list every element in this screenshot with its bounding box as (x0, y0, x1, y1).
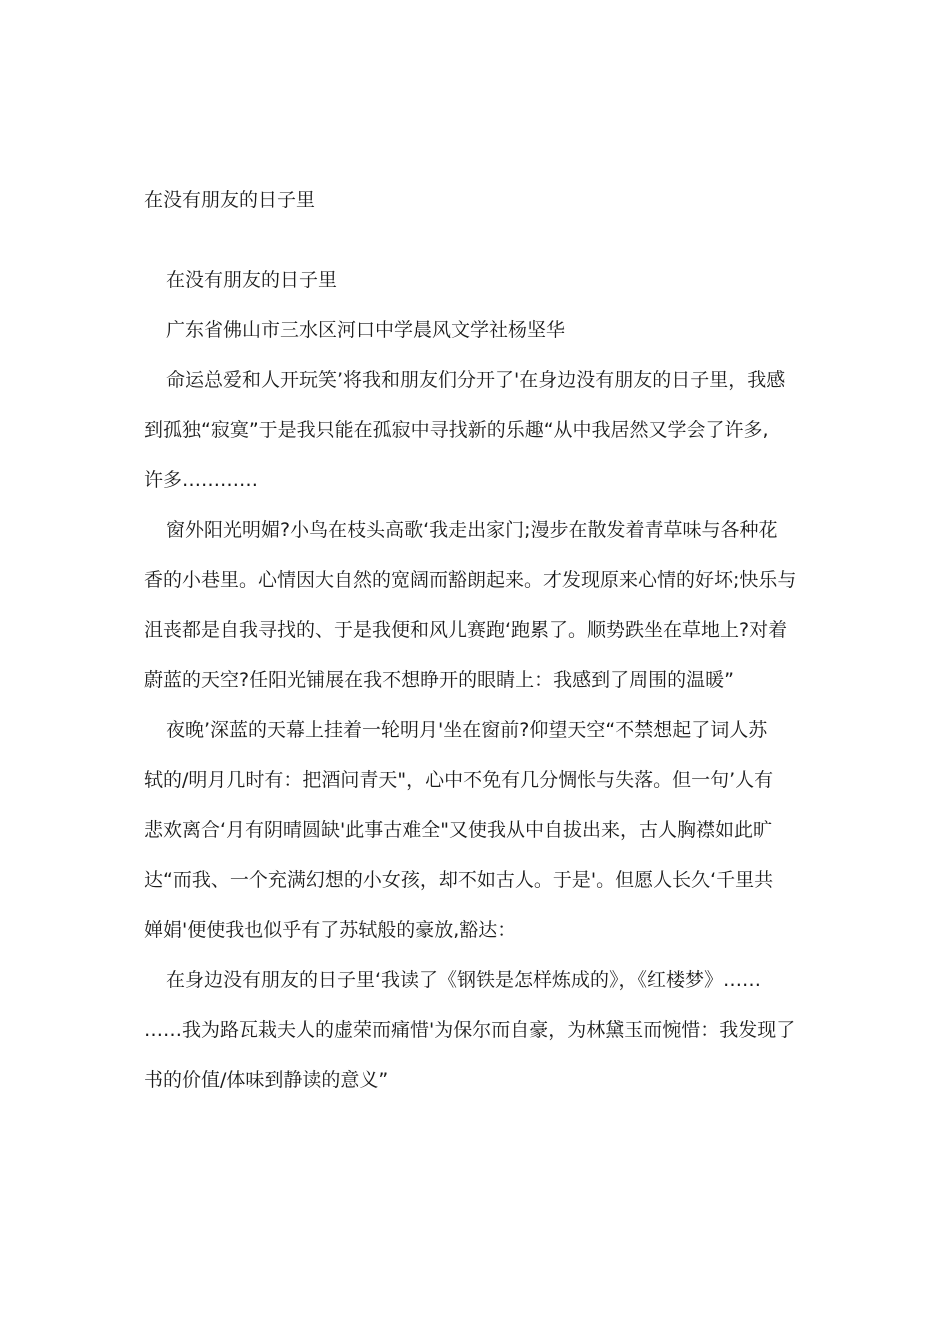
paragraph-1-line-1: 命运总爱和人开玩笑’将我和朋友们分开了'在身边没有朋友的日子里，我感 (166, 369, 786, 391)
document-body (144, 255, 810, 1105)
paragraph-4-line-1: 在身边没有朋友的日子里‘我读了《钢铁是怎样炼成的》，《红楼梦》…… (166, 969, 762, 991)
article-title: 在没有朋友的日子里 (166, 269, 338, 291)
document-title: 在没有朋友的日子里 (144, 189, 316, 211)
paragraph-3-line-1: 夜晚’深蓝的天幕上挂着一轮明月'坐在窗前?仰望天空“不禁想起了词人苏 (166, 719, 768, 741)
paragraph-1-line-3: 许多………… (144, 469, 259, 491)
paragraph-4-line-3: 书的价值/体味到静读的意义” (144, 1069, 389, 1091)
paragraph-1-line-2: 到孤独“寂寞”于是我只能在孤寂中寻找新的乐趣“从中我居然又学会了许多, (144, 419, 769, 441)
paragraph-3-line-5: 婵娟'便使我也似乎有了苏轼般的豪放,豁达： (144, 919, 517, 941)
paragraph-2-line-3: 沮丧都是自我寻找的、于是我便和风儿赛跑‘跑累了。顺势跌坐在草地上?对着 (144, 619, 788, 641)
paragraph-3-line-2: 轼的/明月几时有：把酒问青天"，心中不免有几分惆怅与失落。但一句’人有 (144, 769, 774, 791)
paragraph-3-line-3: 悲欢离合‘月有阴晴圆缺'此事古难全"又使我从中自拔出来，古人胸襟如此旷 (144, 819, 773, 841)
paragraph-2-line-4: 蔚蓝的天空?任阳光铺展在我不想睁开的眼睛上：我感到了周围的温暖” (144, 669, 734, 691)
paragraph-4-line-2: ……我为路瓦栽夫人的虚荣而痛惜'为保尔而自豪，为林黛玉而惋惜：我发现了 (144, 1019, 796, 1041)
author-line: 广东省佛山市三水区河口中学晨风文学社杨坚华 (166, 319, 566, 341)
paragraph-2-line-2: 香的小巷里。心情因大自然的宽阔而豁朗起来。才发现原来心情的好坏;快乐与 (144, 569, 797, 591)
paragraph-3-line-4: 达“而我、一个充满幻想的小女孩，却不如古人。于是'。但愿人长久‘千里共 (144, 869, 774, 891)
paragraph-2-line-1: 窗外阳光明媚?小鸟在枝头高歌‘我走出家门;漫步在散发着青草味与各种花 (166, 519, 778, 541)
